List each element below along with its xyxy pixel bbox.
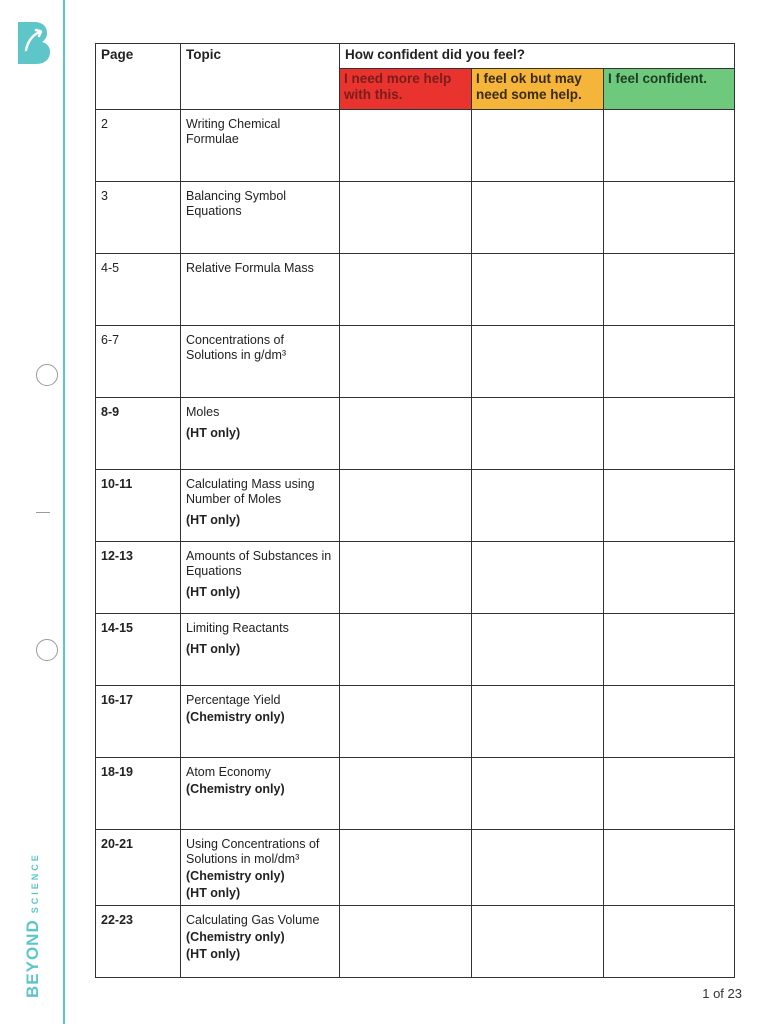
- topic-qualifier: (Chemistry only): [186, 782, 285, 796]
- table-row: [96, 614, 735, 686]
- page-cell: 12-13: [96, 542, 181, 614]
- topic-title: Calculating Gas Volume: [186, 913, 320, 927]
- topic-cell: [181, 254, 340, 326]
- rating-cell-confident[interactable]: [604, 182, 735, 254]
- page-cell: 3: [96, 182, 181, 254]
- rating-header-need-help: I need more help with this.: [340, 69, 472, 110]
- topic-column-header: Topic: [181, 44, 340, 110]
- rating-cell-need-help[interactable]: [340, 614, 472, 686]
- table-row: [96, 906, 735, 978]
- page-cell: 10-11: [96, 470, 181, 542]
- topic-title: Writing Chemical Formulae: [186, 117, 281, 146]
- rating-cell-ok[interactable]: [472, 398, 604, 470]
- topic-cell: [181, 398, 340, 470]
- table-row: [96, 830, 735, 906]
- rating-cell-need-help[interactable]: [340, 686, 472, 758]
- rating-cell-confident[interactable]: [604, 906, 735, 978]
- rating-cell-confident[interactable]: [604, 830, 735, 906]
- rating-cell-confident[interactable]: [604, 398, 735, 470]
- page-cell: 14-15: [96, 614, 181, 686]
- confidence-question-header: How confident did you feel?: [340, 44, 735, 69]
- rating-cell-ok[interactable]: [472, 614, 604, 686]
- rating-cell-ok[interactable]: [472, 110, 604, 182]
- table-row: [96, 686, 735, 758]
- punch-hole-upper: [36, 364, 58, 386]
- rating-cell-confident[interactable]: [604, 326, 735, 398]
- table-row: [96, 398, 735, 470]
- table-row: [96, 470, 735, 542]
- topic-title: Using Concentrations of Solutions in mol/dm³: [186, 837, 320, 866]
- topic-cell: [181, 182, 340, 254]
- page-cell: 22-23: [96, 906, 181, 978]
- brand-name: BEYOND: [23, 919, 42, 998]
- rating-cell-confident[interactable]: [604, 614, 735, 686]
- rating-cell-confident[interactable]: [604, 110, 735, 182]
- topic-qualifier: (HT only): [186, 513, 241, 527]
- rating-cell-need-help[interactable]: [340, 830, 472, 906]
- page-column-header: Page: [96, 44, 181, 110]
- beyond-b-logo-icon: [14, 20, 52, 66]
- rating-cell-ok[interactable]: [472, 686, 604, 758]
- table-row: [96, 110, 735, 182]
- rating-cell-ok[interactable]: [472, 542, 604, 614]
- topic-title: Atom Economy: [186, 765, 271, 779]
- topic-qualifier: (HT only): [186, 426, 241, 440]
- page-cell: 2: [96, 110, 181, 182]
- topic-title: Relative Formula Mass: [186, 261, 314, 275]
- page-cell: 18-19: [96, 758, 181, 830]
- page-cell: 8-9: [96, 398, 181, 470]
- rating-cell-ok[interactable]: [472, 254, 604, 326]
- rating-cell-confident[interactable]: [604, 758, 735, 830]
- table-row: [96, 758, 735, 830]
- rating-cell-need-help[interactable]: [340, 182, 472, 254]
- topic-cell: [181, 830, 340, 906]
- topic-title: Limiting Reactants: [186, 621, 289, 635]
- fold-mark: [36, 512, 50, 513]
- rating-cell-ok[interactable]: [472, 326, 604, 398]
- rating-cell-confident[interactable]: [604, 254, 735, 326]
- page-cell: 20-21: [96, 830, 181, 906]
- topic-title: Percentage Yield: [186, 693, 281, 707]
- topic-qualifier: (HT only): [186, 886, 241, 900]
- topic-cell: [181, 110, 340, 182]
- topic-cell: [181, 686, 340, 758]
- topic-qualifier: (Chemistry only): [186, 869, 285, 883]
- topic-qualifier: (HT only): [186, 947, 241, 961]
- page-cell: 16-17: [96, 686, 181, 758]
- rating-cell-confident[interactable]: [604, 542, 735, 614]
- confidence-tracker-table: [95, 43, 735, 978]
- rating-header-ok: I feel ok but may need some help.: [472, 69, 604, 110]
- topic-title: Calculating Mass using Number of Moles: [186, 477, 315, 506]
- brand-wordmark: [23, 852, 43, 998]
- rating-cell-ok[interactable]: [472, 182, 604, 254]
- table-row: [96, 182, 735, 254]
- topic-title: Moles: [186, 405, 220, 419]
- topic-cell: [181, 542, 340, 614]
- topic-qualifier: (Chemistry only): [186, 930, 285, 944]
- topic-cell: [181, 614, 340, 686]
- header-row: [96, 44, 735, 69]
- rating-cell-ok[interactable]: [472, 906, 604, 978]
- topic-cell: [181, 906, 340, 978]
- table-row: [96, 254, 735, 326]
- rating-cell-need-help[interactable]: [340, 110, 472, 182]
- rating-cell-ok[interactable]: [472, 470, 604, 542]
- rating-cell-need-help[interactable]: [340, 254, 472, 326]
- rating-cell-need-help[interactable]: [340, 326, 472, 398]
- brand-subject: SCIENCE: [30, 852, 40, 914]
- topic-cell: [181, 758, 340, 830]
- rating-cell-confident[interactable]: [604, 470, 735, 542]
- page-indicator: 1 of 23: [702, 986, 742, 1001]
- rating-header-confident: I feel confident.: [604, 69, 735, 110]
- table-row: [96, 542, 735, 614]
- topic-qualifier: (HT only): [186, 585, 241, 599]
- rating-cell-need-help[interactable]: [340, 398, 472, 470]
- page-cell: 6-7: [96, 326, 181, 398]
- topic-qualifier: (HT only): [186, 642, 241, 656]
- topic-qualifier: (Chemistry only): [186, 710, 285, 724]
- rating-cell-ok[interactable]: [472, 758, 604, 830]
- rating-cell-need-help[interactable]: [340, 542, 472, 614]
- table-row: [96, 326, 735, 398]
- topic-title: Amounts of Substances in Equations: [186, 549, 332, 578]
- topic-title: Balancing Symbol Equations: [186, 189, 287, 218]
- topic-title: Concentrations of Solutions in g/dm³: [186, 333, 287, 362]
- rating-cell-confident[interactable]: [604, 686, 735, 758]
- topic-cell: [181, 470, 340, 542]
- rating-cell-ok[interactable]: [472, 830, 604, 906]
- margin-rule: [63, 0, 65, 1024]
- page-cell: 4-5: [96, 254, 181, 326]
- topic-cell: [181, 326, 340, 398]
- rating-cell-need-help[interactable]: [340, 758, 472, 830]
- rating-cell-need-help[interactable]: [340, 906, 472, 978]
- rating-cell-need-help[interactable]: [340, 470, 472, 542]
- punch-hole-lower: [36, 639, 58, 661]
